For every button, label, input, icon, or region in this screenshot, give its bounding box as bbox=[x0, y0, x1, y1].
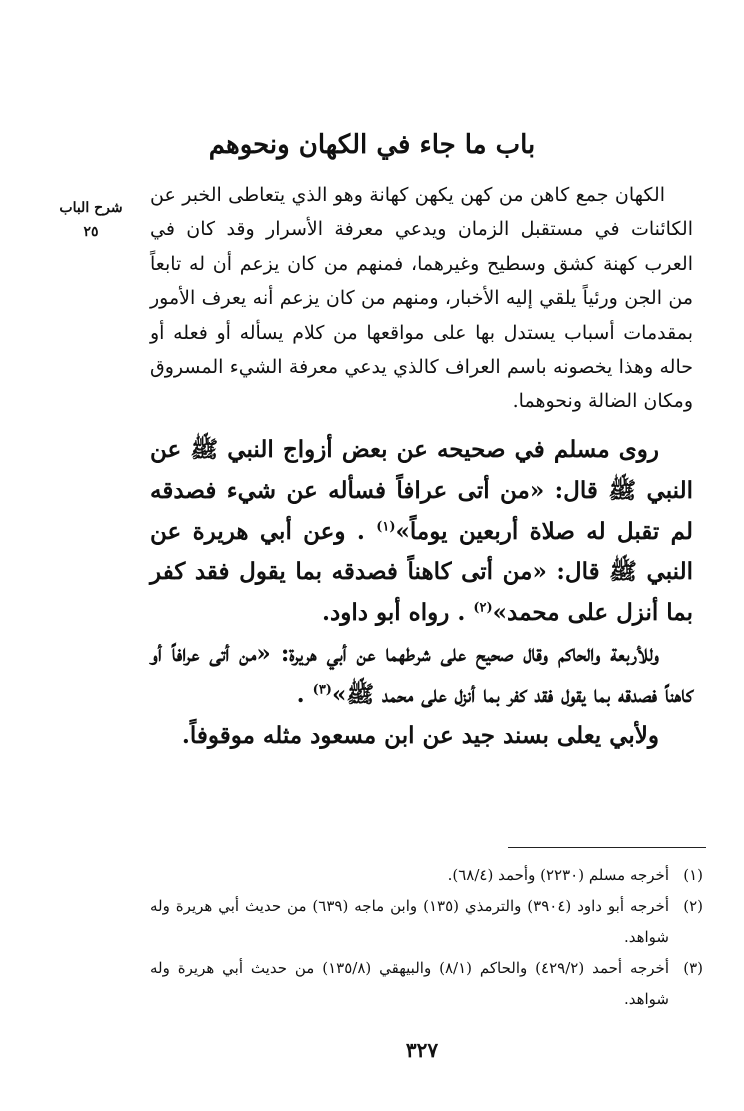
hadith-paragraph-1 bbox=[150, 430, 693, 634]
footnote-divider bbox=[508, 847, 706, 848]
hadith-paragraph-3 bbox=[150, 716, 693, 757]
footnote-number: (٢) bbox=[683, 897, 703, 915]
footnote-3 bbox=[150, 953, 703, 1015]
footnote-text: أخرجه أبو داود (٣٩٠٤) والترمذي (١٣٥) وابن ماجه (٦٣٩) من حديث أبي هريرة وله شواهد. bbox=[150, 897, 669, 946]
hadith-2-end: . bbox=[296, 680, 313, 708]
hadith-2-text: وللأربعة والحاكم وقال صحيح على شرطهما عن أبي هريرة: «من أتى عرافاً أو كاهناً فصدقه بما يقول فقد كفر بما أنزل على محمد ﷺ» bbox=[150, 639, 693, 708]
footnote-text: أخرجه أحمد (٤٢٩/٢) والحاكم (٨/١) والبيهقي (١٣٥/٨) من حديث أبي هريرة وله شواهد. bbox=[150, 959, 670, 1008]
footnote-2 bbox=[150, 891, 703, 953]
footnotes bbox=[150, 860, 703, 1015]
margin-note-label: شرح الباب bbox=[59, 200, 123, 216]
hadith-paragraph-2 bbox=[150, 634, 693, 716]
intro-paragraph bbox=[150, 178, 693, 419]
hadith-1-text: روى مسلم في صحيحه عن بعض أزواج النبي ﷺ عن النبي ﷺ قال: «من أتى عرافاً فسأله عن شيء فصدقه لم تقبل له صلاة أربعين يوماً» bbox=[150, 436, 693, 545]
hadith-1-attribution: . رواه أبو داود. bbox=[322, 599, 474, 627]
chapter-title: باب ما جاء في الكهان ونحوهم bbox=[208, 130, 536, 160]
page-number: ٣٢٧ bbox=[405, 1038, 439, 1062]
footnote-text: أخرجه مسلم (٢٢٣٠) وأحمد (٦٨/٤). bbox=[447, 866, 669, 884]
margin-note-number: ٢٥ bbox=[83, 224, 99, 240]
footnote-number: (٣) bbox=[683, 959, 703, 977]
footnote-number: (١) bbox=[683, 866, 703, 884]
intro-text: الكهان جمع كاهن من كهن يكهن كهانة وهو الذي يتعاطى الخبر عن الكائنات في مستقبل الزمان ويدعي معرفة الأسرار وقد كان في العرب كهنة كشق وسطيح وغيرهما، فمنهم من كان يزعم أن له تابعاً من الجن ورئياً يلقي إليه الأخبار، ومنهم من كان يزعم أنه يعرف الأمور بمقدمات أسباب يستدل بها على مواقعها من كلام يسأله أو فعله أو حاله وهذا يخصونه باسم العراف كالذي يدعي معرفة الشيء المسروق ومكان الضالة ونحوهما. bbox=[150, 184, 693, 413]
hadith-1-continuation: . وعن أبي هريرة عن النبي ﷺ قال: «من أتى كاهناً فصدقه بما يقول فقد كفر بما أنزل على محمد» bbox=[150, 517, 693, 627]
footnote-ref-1[interactable]: (١) bbox=[376, 518, 396, 534]
hadith-3-text: ولأبي يعلى بسند جيد عن ابن مسعود مثله موقوفاً. bbox=[181, 721, 659, 749]
margin-note bbox=[36, 196, 146, 244]
footnote-ref-2[interactable]: (٢) bbox=[473, 600, 493, 616]
footnote-1 bbox=[150, 860, 703, 891]
footnote-ref-3[interactable]: (٣) bbox=[312, 682, 332, 698]
hadith-text bbox=[150, 430, 693, 756]
